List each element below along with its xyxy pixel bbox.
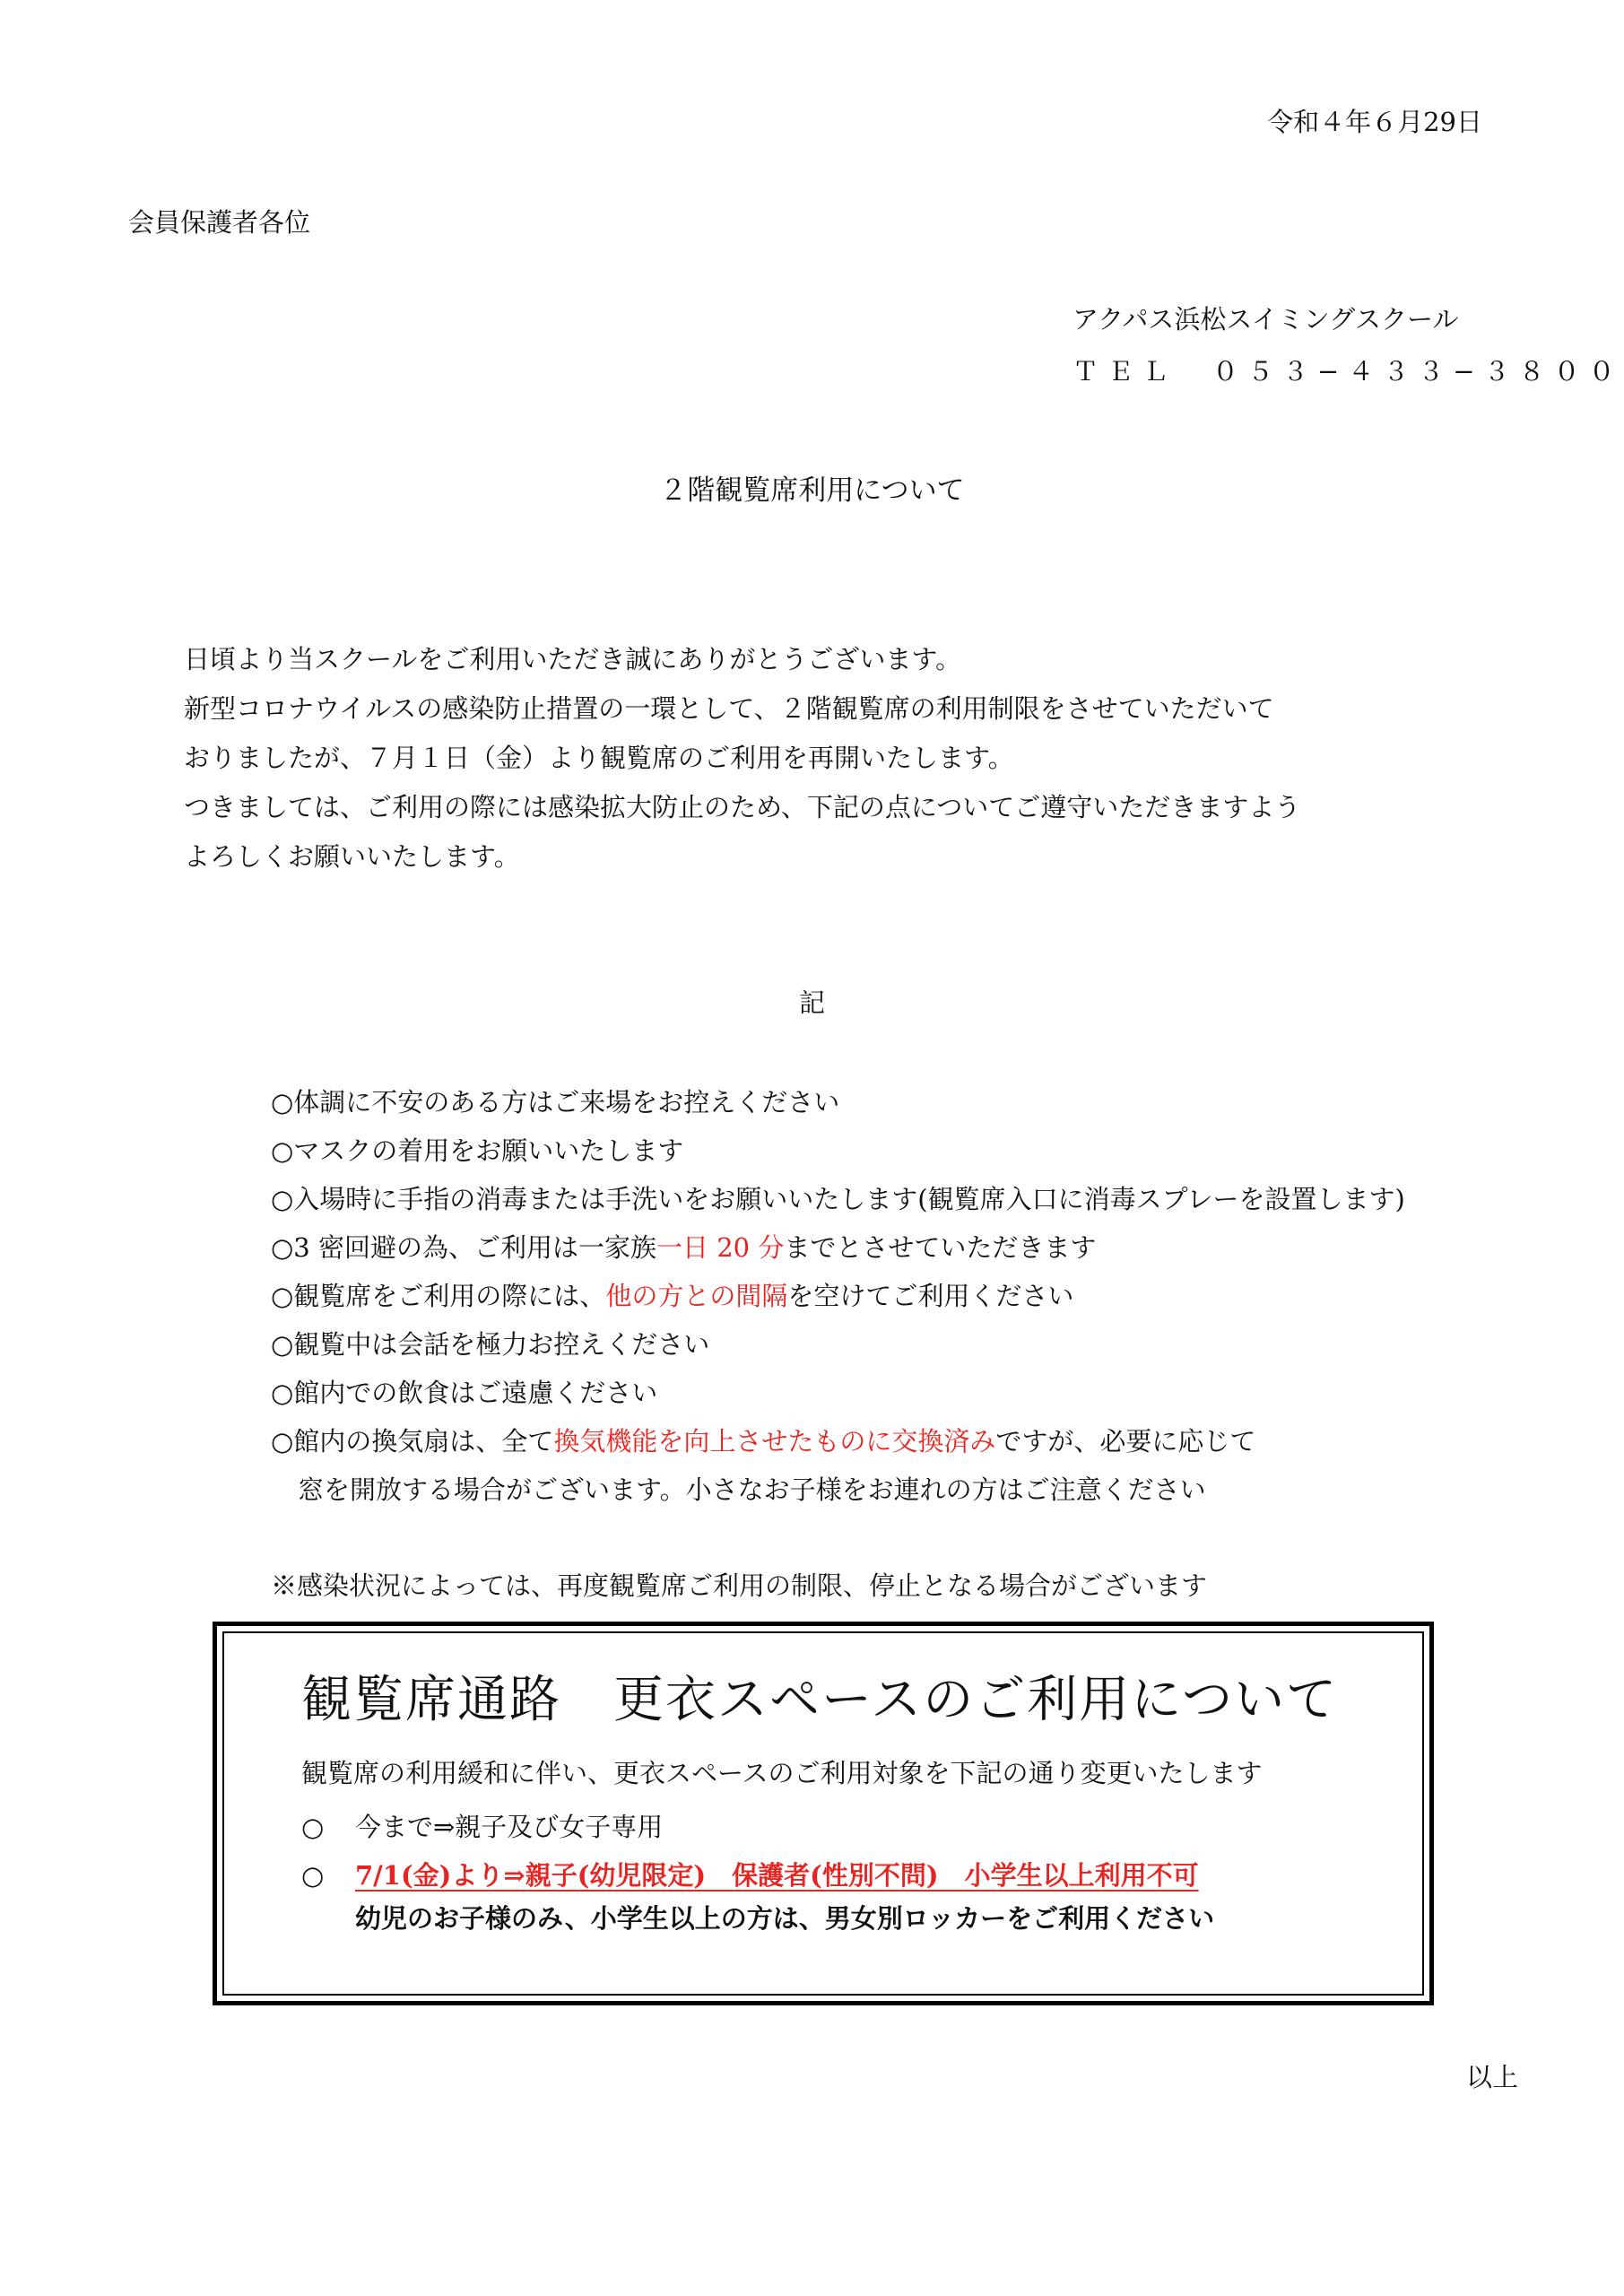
notice-item-detail: 幼児のお子様のみ、小学生以上の方は、男女別ロッカーをご利用ください [355, 1903, 1215, 1934]
rule-text: を空けてご利用ください [787, 1281, 1074, 1311]
changing-space-notice-box [213, 1622, 1434, 2005]
rule-item: ○マスクの着用をお願いいたします [271, 1135, 684, 1166]
rule-text: ですが、必要に応じて [995, 1426, 1256, 1457]
closing-mark: 以上 [1465, 2062, 1518, 2092]
notice-box-inner [222, 1631, 1424, 1996]
ki-heading: 記 [798, 987, 825, 1018]
body-line: よろしくお願いいたします。 [184, 841, 520, 872]
rule-text: ○3 密回避の為、ご利用は一家族 [271, 1232, 656, 1263]
rule-item: ○観覧中は会話を極力お控えください [271, 1329, 710, 1360]
rule-item [271, 1417, 1405, 1465]
bullet-mark: ○ [301, 1860, 325, 1891]
notice-box-title: 観覧席通路 更衣スペースのご利用について [301, 1671, 1339, 1729]
notice-item-after [355, 1857, 1199, 1893]
rule-highlight: 他の方との間隔 [605, 1281, 788, 1311]
document-title: ２階観覧席利用について [659, 474, 965, 507]
rule-highlight: 換気機能を向上させたものに交換済み [553, 1426, 996, 1457]
body-line: 日頃より当スクールをご利用いただき誠にありがとうございます。 [184, 644, 962, 674]
rule-continuation: 窓を開放する場合がございます。小さなお子様をお連れの方はご注意ください [298, 1474, 1206, 1505]
body-line: つきましては、ご利用の際には感染拡大防止のため、下記の点についてご遵守いただきますよう [184, 792, 1301, 822]
rules-list [271, 1078, 1405, 1514]
rule-text: ○館内の換気扇は、全て [271, 1426, 554, 1457]
body-line: 新型コロナウイルスの感染防止措置の一環として、２階観覧席の利用制限をさせていただいて [184, 693, 1274, 724]
rule-item: ○館内での飲食はご遠慮ください [271, 1378, 658, 1408]
rule-text: ○観覧席をご利用の際には、 [271, 1281, 606, 1311]
rule-item [271, 1223, 1405, 1272]
rule-item [271, 1272, 1405, 1320]
rule-highlight: 一日 20 分 [656, 1232, 785, 1263]
recipient-line: 会員保護者各位 [128, 207, 311, 238]
rule-item: ○入場時に手指の消毒または手洗いをお願いいたします(観覧席入口に消毒スプレーを設置します) [271, 1184, 1405, 1214]
note-text: ※感染状況によっては、再度観覧席ご利用の制限、停止となる場合がございます [271, 1570, 1208, 1601]
notice-item-before: 今まで⇒親子及び女子専用 [355, 1812, 664, 1842]
sender-name: アクパス浜松スイミングスクール [1073, 304, 1459, 335]
sender-phone: ＴＥＬ ０５３−４３３−３８００ [1073, 356, 1624, 387]
notice-item-highlight: 7/1(金)より⇒親子(幼児限定) 保護者(性別不問) 小学生以上利用不可 [355, 1860, 1199, 1891]
body-line: おりましたが、７月１日（金）より観覧席のご利用を再開いたします。 [184, 743, 1014, 773]
rule-item: ○体調に不安のある方はご来場をお控えください [271, 1087, 840, 1118]
bullet-mark: ○ [301, 1812, 325, 1842]
rule-text: までとさせていただきます [784, 1232, 1097, 1263]
body-text [184, 635, 1300, 882]
notice-box-intro: 観覧席の利用緩和に伴い、更衣スペースのご利用対象を下記の通り変更いたします [301, 1758, 1263, 1788]
document-date: 令和４年６月29日 [1267, 107, 1482, 137]
